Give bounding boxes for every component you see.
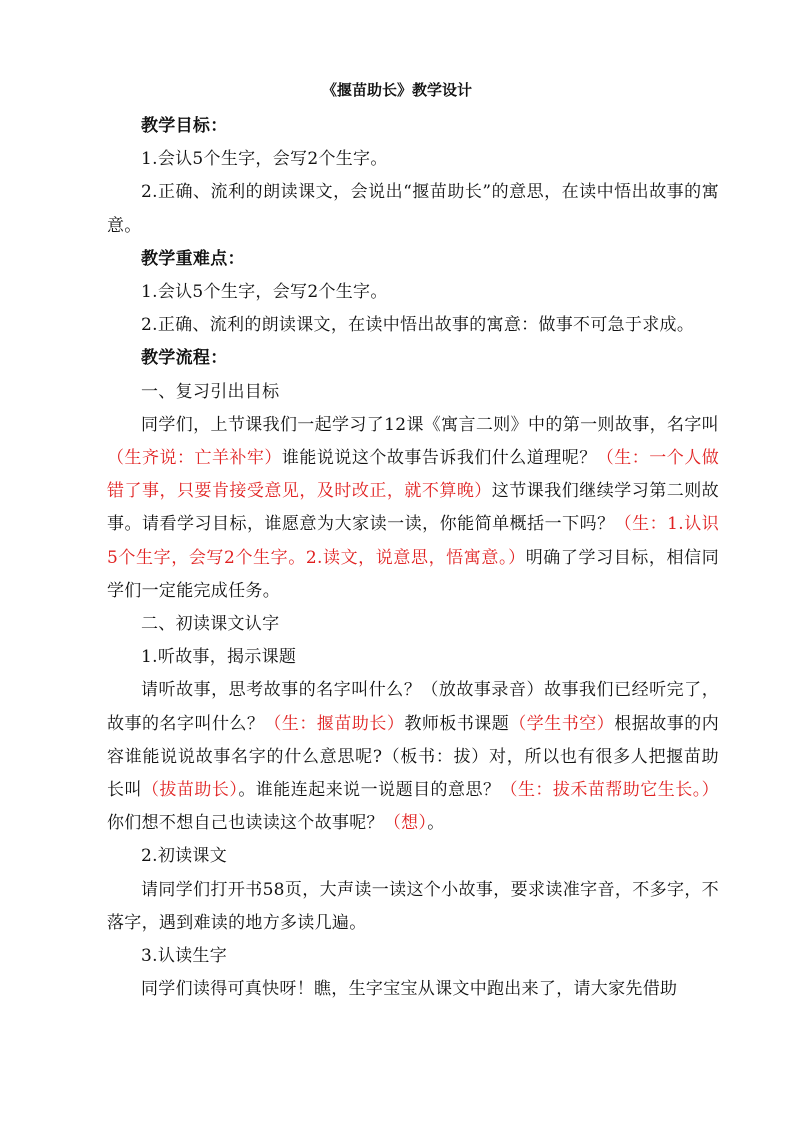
- teacher-text: 。谁能连起来说一说题目的意思？: [238, 780, 501, 801]
- student-answer: （生：一个人做错了事，只要肯接受意见，及时改正，就不算晚）: [107, 448, 720, 502]
- teacher-text: 你们想不想自己也读读这个故事呢？: [107, 813, 384, 834]
- student-answer: （生：揠苗助长）: [264, 713, 405, 734]
- teacher-text: 明确了学习目标，相信同学们一定能完成任务。: [107, 547, 719, 601]
- section1-paragraph: [107, 409, 719, 608]
- student-answer: （生：拔禾苗帮助它生长。）: [500, 780, 719, 801]
- teacher-text: 谁能说说这个故事告诉我们什么道理呢？: [281, 448, 597, 469]
- document-title: 《揠苗助长》教学设计: [321, 81, 472, 99]
- student-answer: （想）: [383, 813, 428, 834]
- subsection-title: 2.初读课文: [141, 846, 228, 867]
- document-body: [107, 110, 719, 1006]
- word-paragraph: 同学们读得可真快呀！瞧，生字宝宝从课文中跑出来了，请大家先借助: [141, 979, 678, 1000]
- subsection-title: 3.认读生字: [141, 946, 228, 967]
- reading-paragraph: 请同学们打开书58页，大声读一读这个小故事，要求读准字音，不多字，不落字，遇到难读的地方多读几遍。: [107, 879, 719, 933]
- teacher-text: 根据故事的内容谁能说说故事名字的什么意思呢?（板书：拔）对，所以也有很多人把揠苗助长叫: [107, 713, 719, 801]
- goal-item: 1.会认5个生字，会写2个生字。: [141, 149, 388, 170]
- teacher-text: 这节课我们继续学习第二则故事。请看学习目标，谁愿意为大家读一读，你能简单概括一下吗？: [107, 481, 719, 535]
- section2-paragraph: [107, 674, 719, 840]
- student-answer: （学生书空）: [509, 713, 615, 734]
- goal-item: 2.正确、流利的朗读课文，会说出“揠苗助长”的意思，在读中悟出故事的寓意。: [107, 182, 719, 236]
- student-answer: （拔苗助长）: [141, 780, 239, 801]
- process-heading: 教学流程：: [141, 348, 228, 369]
- teacher-text: 请听故事，思考故事的名字叫什么？（放故事录音）故事我们已经听完了，故事的名字叫什么？: [107, 680, 719, 734]
- key-point-item: 1.会认5个生字，会写2个生字。: [141, 282, 388, 303]
- section2-title: 二、初读课文认字: [141, 614, 280, 635]
- teacher-text: 同学们，上节课我们一起学习了12课《寓言二则》中的第一则故事，名字叫: [141, 414, 719, 435]
- student-answer: （生：1.认识5个生字，会写2个生字。2.读文，说意思，悟寓意。）: [107, 514, 720, 568]
- key-points-heading: 教学重难点：: [141, 248, 245, 269]
- key-point-item: 2.正确、流利的朗读课文，在读中悟出故事的寓意：做事不可急于求成。: [141, 315, 695, 336]
- subsection-title: 1.听故事，揭示课题: [141, 647, 297, 668]
- student-answer: （生齐说：亡羊补牢）: [107, 448, 282, 469]
- teacher-text: 教师板书课题: [404, 713, 510, 734]
- goals-heading: 教学目标：: [141, 116, 228, 136]
- teacher-text: 。: [427, 813, 445, 834]
- section1-title: 一、复习引出目标: [141, 381, 280, 402]
